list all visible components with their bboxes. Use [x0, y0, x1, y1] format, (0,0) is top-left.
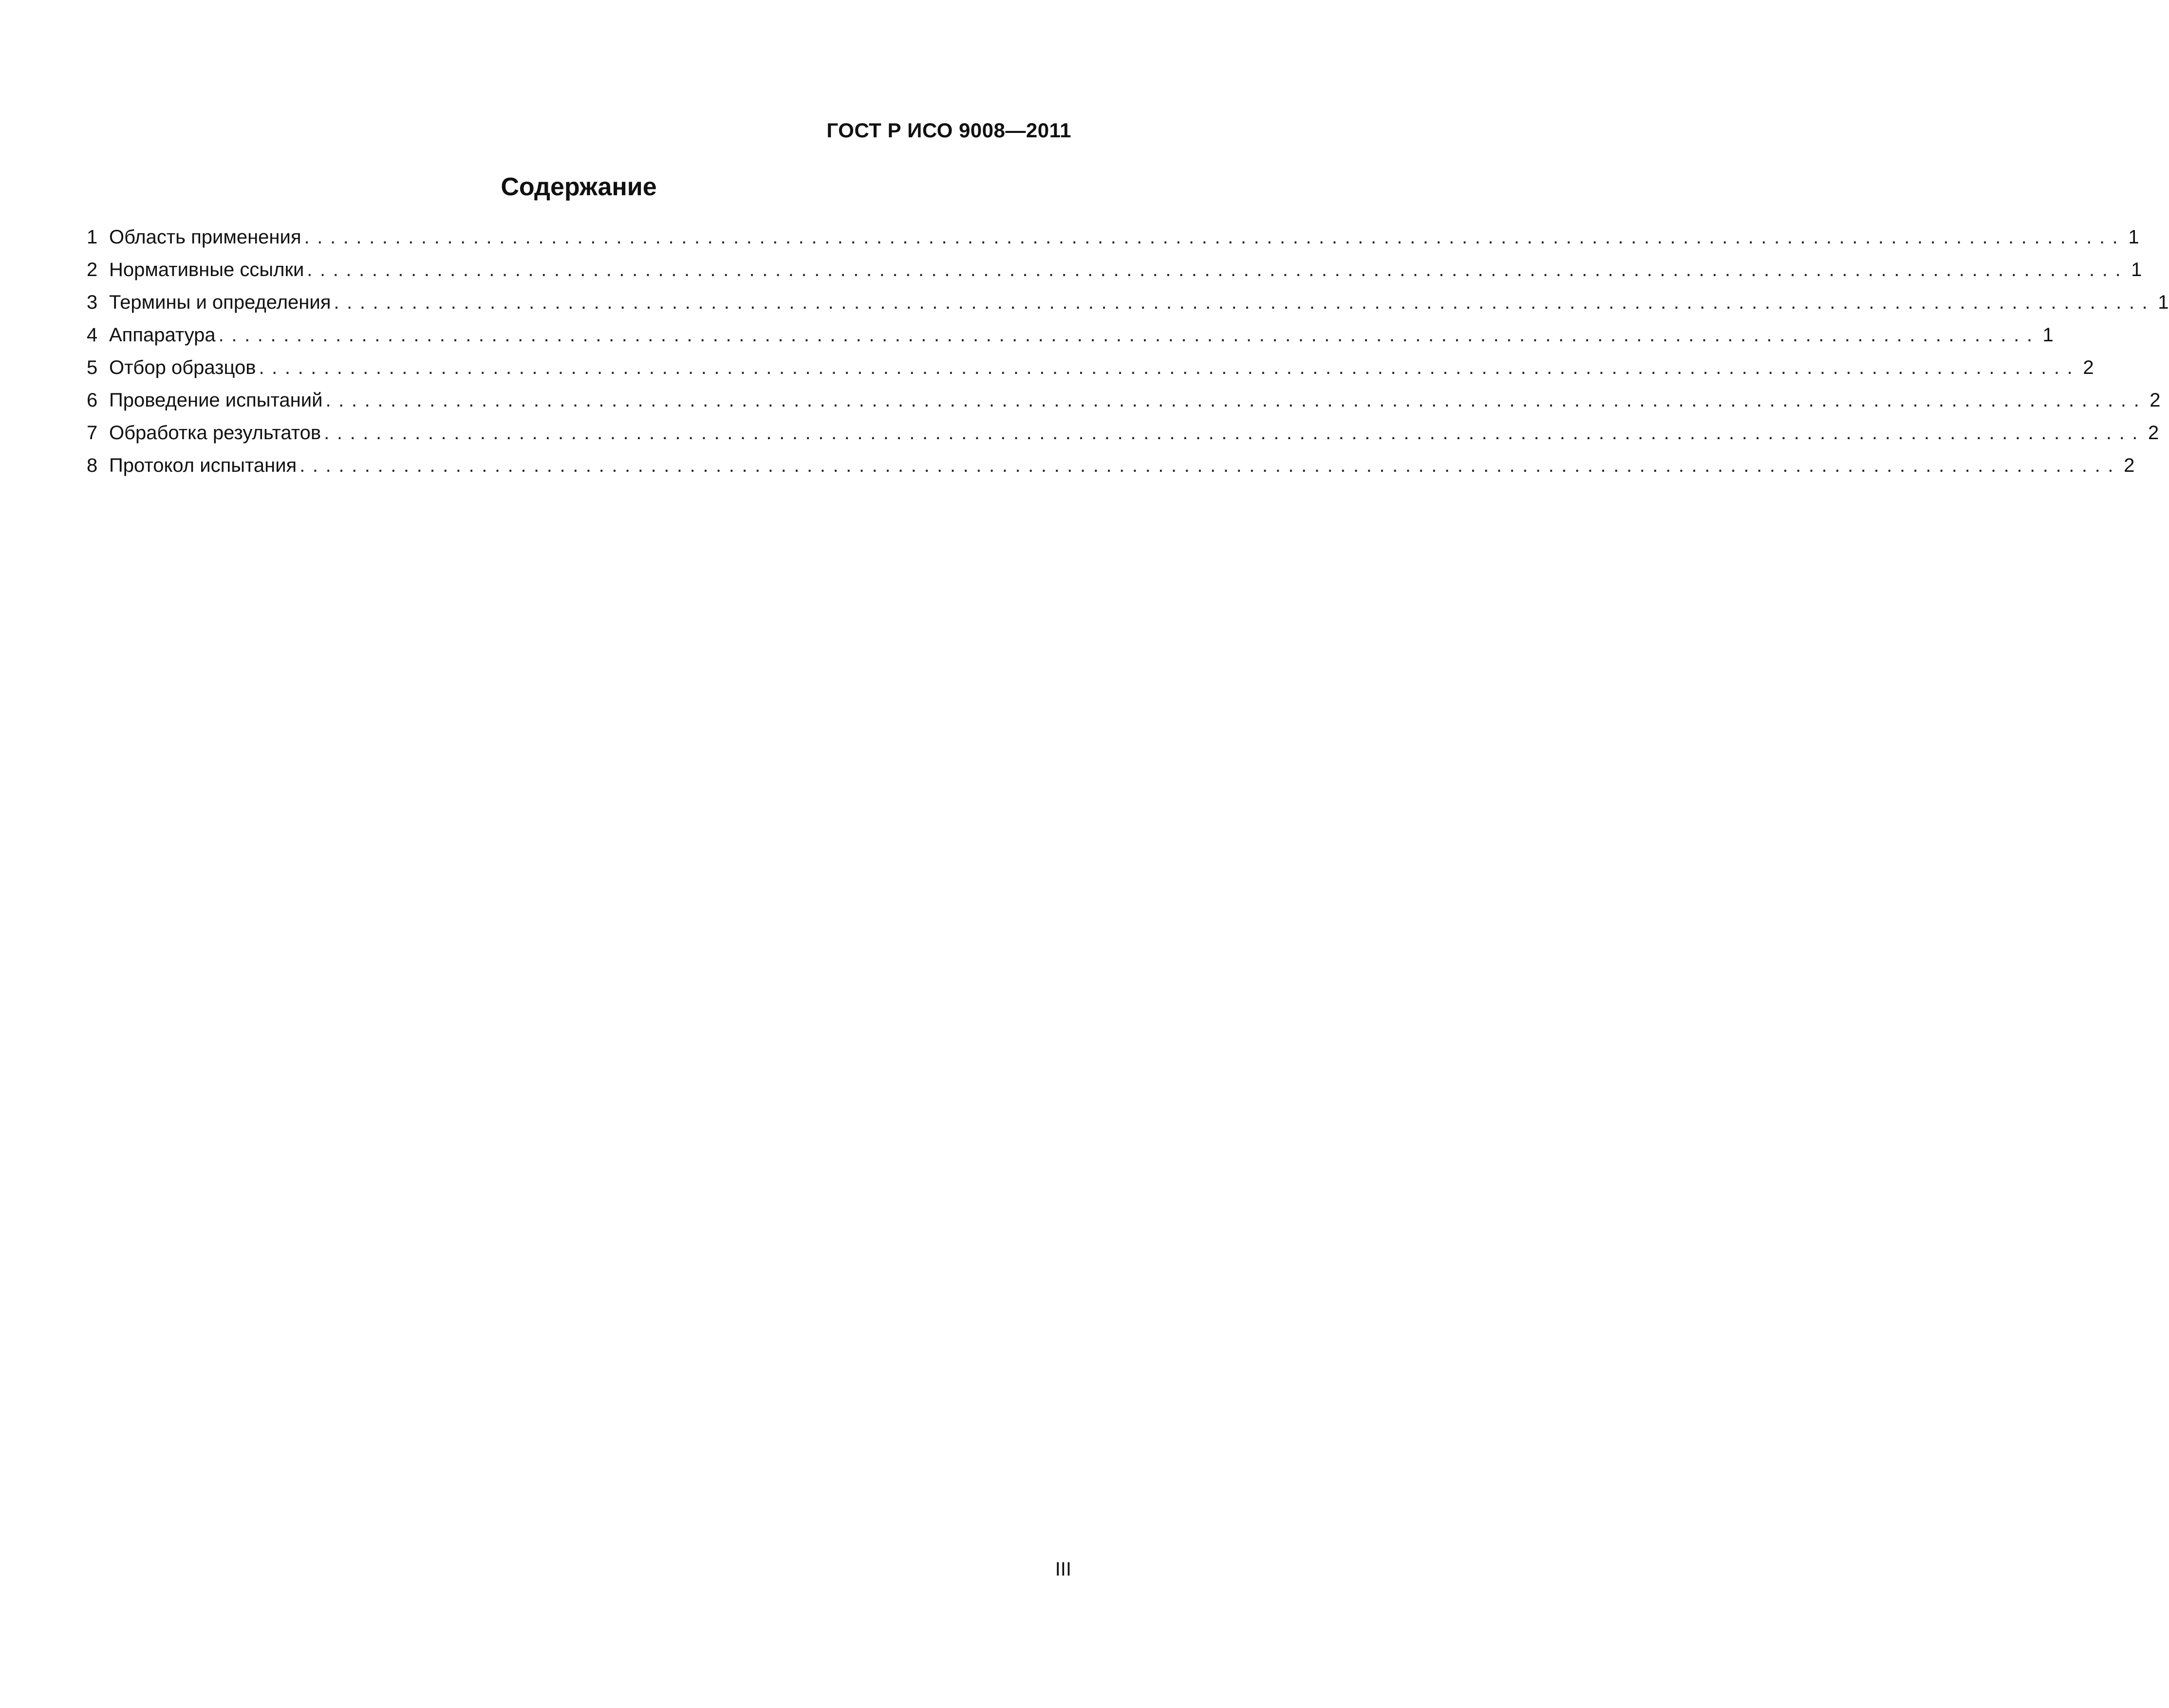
- toc-entry-number: 6: [87, 390, 98, 411]
- toc-entry-page: 2: [2124, 455, 2135, 476]
- toc-entry-label: Проведение испытаний: [109, 390, 323, 411]
- toc-entry-page: 2: [2083, 357, 2094, 378]
- toc-entry-page: 1: [2042, 324, 2054, 346]
- toc-entry-normative-references[interactable]: [87, 254, 2142, 286]
- toc-entry-procedure[interactable]: [87, 384, 2161, 417]
- toc-dot-leader: ............................................................................................................................................: [218, 324, 2040, 346]
- toc-entry-page: 1: [2128, 226, 2139, 248]
- toc-entry-label: Аппаратура: [109, 324, 216, 346]
- toc-entry-expression-of-results[interactable]: [87, 417, 2159, 449]
- toc-entry-terms-and-definitions[interactable]: [87, 286, 2169, 319]
- toc-entry-number: 4: [87, 324, 98, 346]
- toc-entry-number: 5: [87, 357, 98, 378]
- toc-dot-leader: ............................................................................................................................................: [325, 390, 2147, 411]
- toc-dot-leader: ............................................................................................................................................: [304, 226, 2126, 248]
- standard-id-header: ГОСТ Р ИСО 9008—2011: [826, 119, 1071, 142]
- toc-entry-test-report[interactable]: [87, 449, 2135, 482]
- toc-entry-label: Обработка результатов: [109, 422, 321, 444]
- toc-dot-leader: ............................................................................................................................................: [307, 259, 2129, 280]
- toc-dot-leader: ............................................................................................................................................: [324, 422, 2145, 444]
- toc-title: Содержание: [501, 173, 657, 201]
- toc-entry-label: Область применения: [109, 226, 301, 248]
- page-number: III: [1055, 1559, 1071, 1580]
- toc-entry-page: 2: [2150, 390, 2161, 411]
- toc-entry-number: 2: [87, 259, 98, 280]
- toc-entry-number: 1: [87, 226, 98, 248]
- toc-dot-leader: ............................................................................................................................................: [259, 357, 2080, 378]
- toc-entry-sampling[interactable]: [87, 352, 2094, 384]
- table-of-contents: [87, 221, 2169, 482]
- toc-entry-scope[interactable]: [87, 221, 2139, 254]
- toc-entry-number: 7: [87, 422, 98, 444]
- toc-entry-number: 8: [87, 455, 98, 476]
- toc-entry-apparatus[interactable]: [87, 319, 2054, 352]
- toc-entry-page: 1: [2158, 292, 2169, 313]
- toc-entry-label: Термины и определения: [109, 292, 331, 313]
- toc-entry-label: Отбор образцов: [109, 357, 256, 378]
- toc-entry-page: 1: [2131, 259, 2142, 280]
- toc-entry-number: 3: [87, 292, 98, 313]
- toc-dot-leader: ............................................................................................................................................: [334, 292, 2155, 313]
- toc-entry-label: Протокол испытания: [109, 455, 297, 476]
- toc-dot-leader: ............................................................................................................................................: [299, 455, 2121, 476]
- toc-entry-page: 2: [2148, 422, 2159, 444]
- toc-entry-label: Нормативные ссылки: [109, 259, 304, 280]
